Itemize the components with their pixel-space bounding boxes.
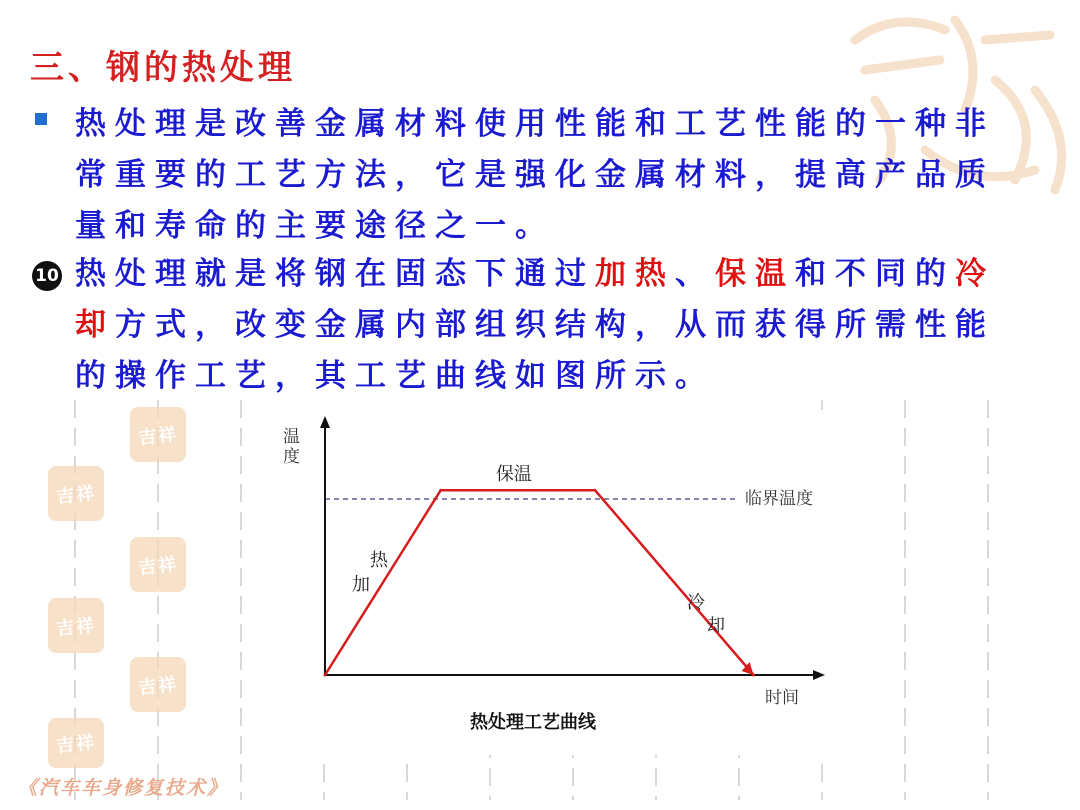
decorative-seal: 吉祥 <box>130 657 186 712</box>
bullet-2-line-3: 的操作工艺，其工艺曲线如图所示。 <box>75 358 715 394</box>
curve-point <box>439 489 442 492</box>
critical-temperature-label: 临界温度 <box>745 489 813 509</box>
curve-point <box>594 489 597 492</box>
decorative-seal: 吉祥 <box>48 598 104 653</box>
chart-canvas <box>270 410 830 755</box>
highlight-holding: 保温 <box>715 256 795 292</box>
cooling-label-char: 却 <box>707 615 725 637</box>
x-axis-label: 时间 <box>765 688 799 708</box>
slide-title: 三、钢的热处理 <box>30 48 296 88</box>
chart-title: 热处理工艺曲线 <box>470 712 596 733</box>
decorative-seal: 吉祥 <box>130 537 186 592</box>
text-run: 和不同的 <box>795 256 955 292</box>
bullet-2-line-1 <box>75 249 995 300</box>
numbered-bullet-icon: 10 <box>32 261 62 291</box>
holding-label: 保温 <box>495 464 532 486</box>
curve-point <box>324 674 327 677</box>
text-run: 方式，改变金属内部组织结构，从而获得所需性能 <box>115 307 995 343</box>
highlight-cooling-part1: 冷 <box>955 256 995 292</box>
bullet-1-line-3: 量和寿命的主要途径之一。 <box>75 208 555 244</box>
square-bullet-icon <box>35 113 47 125</box>
bullet-1-line-2: 常重要的工艺方法，它是强化金属材料，提高产品质 <box>75 157 995 193</box>
heating-label-char: 加 <box>352 574 370 596</box>
y-axis-label: 温 <box>283 427 300 447</box>
decorative-seal: 吉祥 <box>48 718 104 768</box>
footer-book-title: 《汽车车身修复技术》 <box>18 777 229 799</box>
heat-treatment-chart <box>270 410 830 755</box>
text-run: 热处理就是将钢在固态下通过 <box>75 256 595 292</box>
highlight-cooling-part2: 却 <box>75 307 115 343</box>
highlight-heating: 加热 <box>595 256 675 292</box>
heating-label-char: 热 <box>370 549 388 571</box>
bullet-1-line-1: 热处理是改善金属材料使用性能和工艺性能的一种非 <box>75 106 995 142</box>
y-axis-label: 度 <box>283 447 300 467</box>
decorative-seal: 吉祥 <box>48 466 104 521</box>
cooling-label-char: 冷 <box>687 592 705 614</box>
text-run: 、 <box>675 256 715 292</box>
decorative-seal: 吉祥 <box>130 407 186 462</box>
bullet-2-line-2 <box>75 300 995 351</box>
